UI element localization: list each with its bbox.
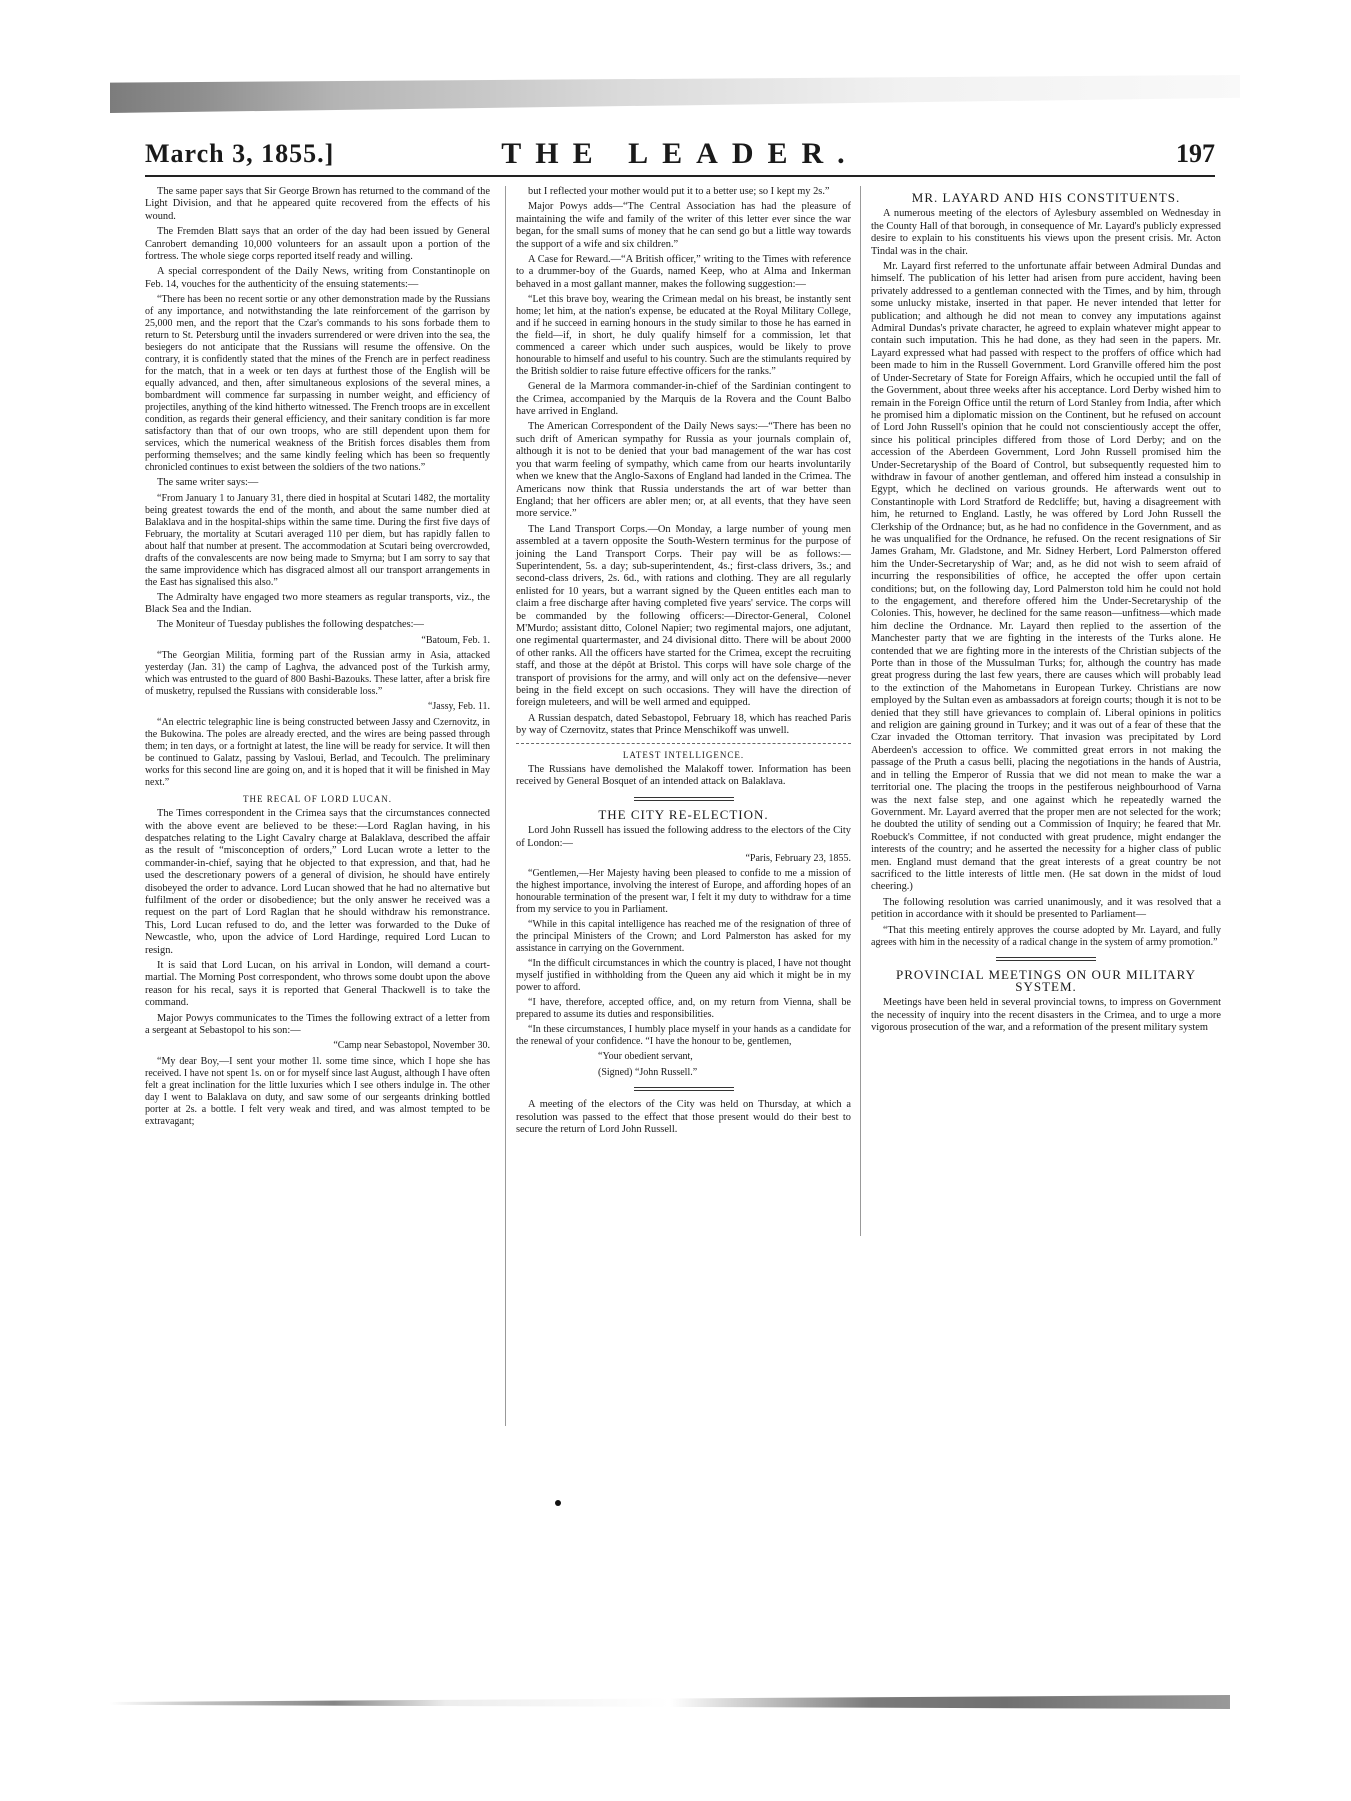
paragraph: but I reflected your mother would put it to a better use; so I kept my 2s.” — [528, 186, 830, 197]
issue-date: March 3, 1855.] — [145, 139, 335, 168]
quotation: “I have, therefore, accepted office, and, on my return from Vienna, shall be prepared to assume its duties and responsibilities. — [516, 997, 851, 1021]
column-3 — [860, 186, 1221, 1236]
paragraph: Mr. Layard first referred to the unfortunate affair between Admiral Dundas and himself. The publication of his letter had arisen from pure accident, having been privately addressed to a gentleman connected with the Times, and by him, through some unlucky mistake, inserted in that paper. He never intended that letter for publication; and although he did not mean to convey any imputations against Admiral Dundas's private character, he agreed to explain whatever might appear to contain such imputation. This he had done, as they had seen in the papers. Mr. Layard expressed what had passed with respect to the proffers of office which had been made to him in the Russell Government. Lord Granville offered him the post of Under-Secretary of State for Foreign Affairs, which he occupied until the fall of the Government, about three weeks after his acceptance. Lord Derby wished him to remain in the Foreign Office until the return of Lord Stanley from India, after which he promised him a diplomatic mission on the Continent, but he refused on account of Lord John Russell's opinion that he could not conscientiously accept the offer, since his political principles differed from those of Lord Derby; and on the accession of the Aberdeen Government, Lord John Russell promised him the Under-Secretaryship of the Board of Control, but subsequently requested him to withdraw in favour of another gentleman, and offered him instead a consulship in Egypt, which he declined on various grounds. He afterwards went out to Constantinople with Lord Stratford de Redcliffe; but, having a disagreement with him, he returned to England. Lastly, he was offered by Lord John Russell the Clerkship of the Ordnance; but, as he had no confidence in the Government, and as he was unqualified for the Ordnance, he refused. On the recent resignations of Sir James Graham, Mr. Gladstone, and Mr. Sidney Herbert, Lord Palmerston offered him the Under-Secretaryship of War; and, as he did not wish to seem afraid of incurring the responsibilities of office, he accepted the offer upon certain conditions; but, on the following day, Lord Palmerston told him he could not hold to the engagement, and therefore offered him the Under-Secretaryship of the Colonies. This, however, he declined for the same reason—unfitness—which made him decline the Ordnance. Mr. Layard then replied to the assertion of the Manchester party that we are fighting in the interests of the Turks alone. He contended that we are fighting more in the interests of the Christian subjects of the Porte than in those of the Mussulman Turks; for, although the country has made great progress during the last few years, there are causes which will probably lead to the extinction of the Mahometans in European Turkey. Christians are now employed by the Sultan even as ambassadors at foreign courts; though it is not to be denied that they still have grievances to complain of. Liberal opinions in politics and religion are gaining ground in Turkey; and it was out of a fear of these that the Czar invaded the Ottoman territory. That invasion was precipitated by Lord Aberdeen's accession to office. We committed great errors in not making the passage of the Pruth a casus belli, placing the negotiations in the hands of Austria, and in telling the Emperor of Russia that we did not mean to make the war a territorial one. The placing the troops in the pestiferous neighbourhood of Varna was the next false step, and one against which he repeatedly warned the Government. Mr. Layard averred that the proper men are not selected for the work; he doubted the utility of sending out a Commission of Inquiry; he feared that Mr. Roebuck's Committee, if not conducted with great prudence, might endanger the interests of the country; and he asserted the necessity for a higher class of public men. England must demand that the great interests of a great country be not sacrificed to the little interests of little men. (He sat down in the midst of loud cheering.) — [871, 261, 1221, 893]
quotation: “There has been no recent sortie or any other demonstration made by the Russians of any importance, and notwithstanding the late reinforcement of the garrison by 25,000 men, and the report that the Czar's commands to his sons forbade them to return to St. Petersburg until the invaders surrendered or were driven into the sea, the besiegers do not anticipate that the Russians will resume the offensive. On the contrary, it is confidently stated that the mines of the French are in perfect readiness for the match, that in a week or ten days at furthest those of the English will be equally advanced, and then, after simultaneous explosions of the several mines, a bombardment will commence far surpassing in number weight, and efficiency of projectiles, anything of the kind hitherto witnessed. The French troops are in excellent condition, as regards their general efficiency, and their sanitary condition is far more satisfactory than that of our own troops, who are still dependent upon them for services, which the numerical weakness of the British forces disables them from performing themselves; and the same kindly feeling which has been so frequently chronicled continues to exist between the soldiers of the two nations.” — [145, 294, 490, 474]
scan-artifact-top — [110, 75, 1240, 113]
paragraph: Major Powys adds—“The Central Association has had the pleasure of maintaining the wife and family of the writer of this letter ever since the war began, for the small sums of money that he can send go but a little way towards the support of a wife and six children.” — [516, 201, 851, 250]
paragraph: A meeting of the electors of the City was held on Thursday, at which a resolution was passed to the effect that those present would do their best to secure the return of Lord John Russell. — [516, 1099, 851, 1136]
quotation: “While in this capital intelligence has reached me of the resignation of three of the principal Ministers of the Crown; and Lord Palmerston has asked for my assistance in carrying on the Government. — [516, 919, 851, 955]
paragraph: The Russians have demolished the Malakoff tower. Information has been received by General Bosquet of an intended attack on Balaklava. — [516, 764, 851, 788]
scan-artifact-bottom — [110, 1695, 1230, 1709]
section-subheading: THE RECAL OF LORD LUCAN. — [243, 793, 392, 804]
quotation: “Let this brave boy, wearing the Crimean medal on his breast, be instantly sent home; let him, at the nation's expense, be educated at the Royal Military College, and if he succeed in earning honours in the study similar to those he has earned in the field—if, in short, he duly qualify himself for a commission, let that commenced a career which under such auspices, would be likely to prove honourable to himself and useful to his country. Such are the stimulants required by the British soldier to raise future effective officers for the ranks.” — [516, 294, 851, 378]
paragraph: A Case for Reward.—“A British officer,” writing to the Times with reference to a drummer-boy of the Guards, named Keep, who at Alma and Inkerman behaved in a most gallant manner, makes the following suggestion:— — [516, 254, 851, 290]
signature-line: (Signed) “John Russell.” — [598, 1066, 698, 1078]
paragraph: The same paper says that Sir George Brown has returned to the command of the Light Division, and that he appeared quite recovered from the effects of his wound. — [145, 186, 490, 222]
page-number: 197 — [1176, 139, 1215, 168]
quotation: “That this meeting entirely approves the course adopted by Mr. Layard, and fully agrees with him in the necessity of a radical change in the system of army promotion.” — [871, 924, 1221, 948]
paragraph: Lord John Russell has issued the following address to the electors of the City of London:— — [516, 825, 851, 849]
paragraph: Meetings have been held in several provincial towns, to impress on Government the necessity of inquiry into the recent disasters in the Crimea, and to urge a more vigorous prosecution of the war, and a reformation of the present military system — [871, 997, 1221, 1034]
section-subheading: LATEST INTELLIGENCE. — [622, 749, 745, 760]
paragraph: A numerous meeting of the electors of Aylesbury assembled on Wednesday in the County Hall of that borough, in consequence of Mr. Layard's publicly expressed desire to explain to his constituents his views upon the present crisis. Mr. Acton Tindal was in the chair. — [871, 208, 1221, 257]
paragraph: The Admiralty have engaged two more steamers as regular transports, viz., the Black Sea and the Indian. — [145, 591, 490, 616]
paragraph: The following resolution was carried unanimously, and it was resolved that a petition in accordance with it should be presented to Parliament— — [871, 896, 1221, 921]
divider — [634, 797, 734, 801]
quotation: “An electric telegraphic line is being constructed between Jassy and Czernovitz, in the Bukowina. The poles are already erected, and the wires are being passed through them; in ten days, or a fortnight at latest, the line will be ready for service. It will then be continued to Galatz, passing by Vasloui, Berlad, and Tecoulch. The preliminary works for this second line are going on, and it is hoped that it will be finished in May next.” — [145, 716, 490, 788]
article-heading: PROVINCIAL MEETINGS ON OUR MILITARY SYSTEM. — [896, 966, 1196, 994]
paragraph: The Fremden Blatt says that an order of the day had been issued by General Canrobert demanding 10,000 volunteers for an assault upon a portion of the fortress. The whole siege corps reported itself ready and willing. — [145, 226, 490, 263]
column-1 — [145, 186, 490, 1426]
quotation: “In the difficult circumstances in which the country is placed, I have not thought myself justified in withholding from the Queen any aid which it might be in my power to afford. — [516, 958, 851, 994]
paragraph: It is said that Lord Lucan, on his arrival in London, will demand a court-martial. The Morning Post correspondent, who throws some doubt upon the above reason for his recal, says it is reported that General Thackwell is to take the command. — [145, 959, 490, 1009]
paragraph: The same writer says:— — [157, 477, 259, 489]
paragraph: The American Correspondent of the Daily News says:—“There has been no such drift of American sympathy for Russia as your journals complain of, although it is not to be denied that your bad management of the war has cost you that warm feeling of sympathy, which came from our hearts involuntarily when we knew that the Anglo-Saxons of England had landed in the Crimea. The Americans now think that Russia understands the art of war better than England; that her officers are abler men; or, at all events, that they have seen more service.” — [516, 421, 851, 520]
quotation: “Gentlemen,—Her Majesty having been pleased to confide to me a mission of the highest importance, involving the interest of Europe, and affording hopes of an honourable termination of the present war, I felt it my duty to withdraw for a time from my service to you in Parliament. — [516, 868, 851, 916]
dateline: “Camp near Sebastopol, November 30. — [333, 1040, 490, 1052]
paragraph: The Land Transport Corps.—On Monday, a large number of young men assembled at a tavern opposite the South-Western terminus for the purpose of joining the Land Transport Corps. Their pay will be as follows:—Superintendent, 5s. a day; sub-superintendent, 4s.; first-class drivers, 3s.; and second-class drivers, 2s. 6d., with rations and clothing. They are all regularly enlisted for 10 years, but a warrant signed by the Queen entitles each man to claim a free discharge after having completed five years' service. The corps will be commanded by the following officers:—Director-General, Colonel M'Murdo; assistant ditto, Colonel Napier; two regimental majors, one adjutant, one regimental quartermaster, and 24 divisional ditto. There will be about 2000 of other ranks. All the officers have started for the Crimea, except the recruiting staff, and those at the dépôt at Bristol. This corps will have sole charge of the transport of provisions for the army, and will only act on the defensive—never being in the field except on such occasions. They will have the direction of foreign muleteers, and will be well armed and equipped. — [516, 523, 851, 709]
ink-spot — [555, 1500, 561, 1506]
divider — [516, 743, 851, 744]
dateline: “Batoum, Feb. 1. — [421, 634, 490, 646]
divider — [634, 1087, 734, 1091]
divider — [996, 957, 1096, 961]
quotation: “In these circumstances, I humbly place myself in your hands as a candidate for the renewal of your confidence. “I have the honour to be, gentlemen, — [516, 1024, 851, 1048]
article-heading: MR. LAYARD AND HIS CONSTITUENTS. — [911, 190, 1181, 205]
paragraph: A special correspondent of the Daily News, writing from Constantinople on Feb. 14, vouches for the authenticity of the ensuing statements:— — [145, 266, 490, 290]
signature-line: “Your obedient servant, — [598, 1051, 693, 1063]
dateline: “Paris, February 23, 1855. — [745, 853, 851, 865]
quotation: “My dear Boy,—I sent your mother 1l. some time since, which I hope she has received. I have not spent 1s. on or for myself since last August, although I have often felt a great inclination for the little luxuries which I see others indulge in. The other day I went to Balaklava on duty, and saw some of our sergeants drinking bottled porter at 2s. a bottle. I felt very weak and tired, and was almost tempted to be extravagant; — [145, 1055, 490, 1127]
newspaper-title: THE LEADER. — [501, 137, 859, 170]
paragraph: The Moniteur of Tuesday publishes the following despatches:— — [157, 619, 424, 631]
article-heading: THE CITY RE-ELECTION. — [598, 806, 769, 822]
masthead — [145, 135, 1215, 177]
paragraph: A Russian despatch, dated Sebastopol, February 18, which has reached Paris by way of Czernovitz, states that Prince Menschikoff was unwell. — [516, 712, 851, 737]
paragraph: General de la Marmora commander-in-chief of the Sardinian contingent to the Crimea, accompanied by the Marquis de la Rovera and the Count Balbo have arrived in England. — [516, 381, 851, 418]
paragraph: Major Powys communicates to the Times the following extract of a letter from a sergeant at Sebastopol to his son:— — [145, 1012, 490, 1036]
dateline: “Jassy, Feb. 11. — [427, 701, 490, 713]
column-2 — [505, 186, 851, 1426]
paragraph: The Times correspondent in the Crimea says that the circumstances connected with the above event are believed to be these:—Lord Raglan having, in his despatches relating to the Light Cavalry charge at Balaklava, described the affair as the result of “misconception of orders,” Lord Lucan wrote a letter to the commander-in-chief, saying that he objected to that expression, and that, had he used the descretionary powers of a general of division, he should have entirely disobeyed the order to advance. Lord Lucan showed that he had no alternative but fulfilment of the order or disobedience; but the only answer he received was a request on the part of Lord Raglan that he should withdraw his remonstrance. This, Lord Lucan refused to do, and the letter was forwarded to the Duke of Newcastle, who, upon the advice of Lord Hardinge, required Lord Lucan to resign. — [145, 808, 490, 956]
quotation: “The Georgian Militia, forming part of the Russian army in Asia, attacked yesterday (Jan. 31) the camp of Laghva, the advanced post of the Turkish army, which was entrusted to the guard of 800 Bashi-Bazouks. These latter, after a brisk fire of musketry, repulsed the Russians with considerable loss.” — [145, 650, 490, 698]
quotation: “From January 1 to January 31, there died in hospital at Scutari 1482, the mortality being greatest towards the end of the month, and about the same number died at Balaklava and in the hospital-ships within the same time. During the first five days of February, the mortality at Scutari averaged 110 per diem, but has rapidly fallen to about half that number at present. The accommodation at Scutari being overcrowded, drafts of the convalescents are now being made to Smyrna; but I am sorry to say that the same improvidence which has disgraced almost all our transport arrangements in the East has signalised this also.” — [145, 492, 490, 588]
